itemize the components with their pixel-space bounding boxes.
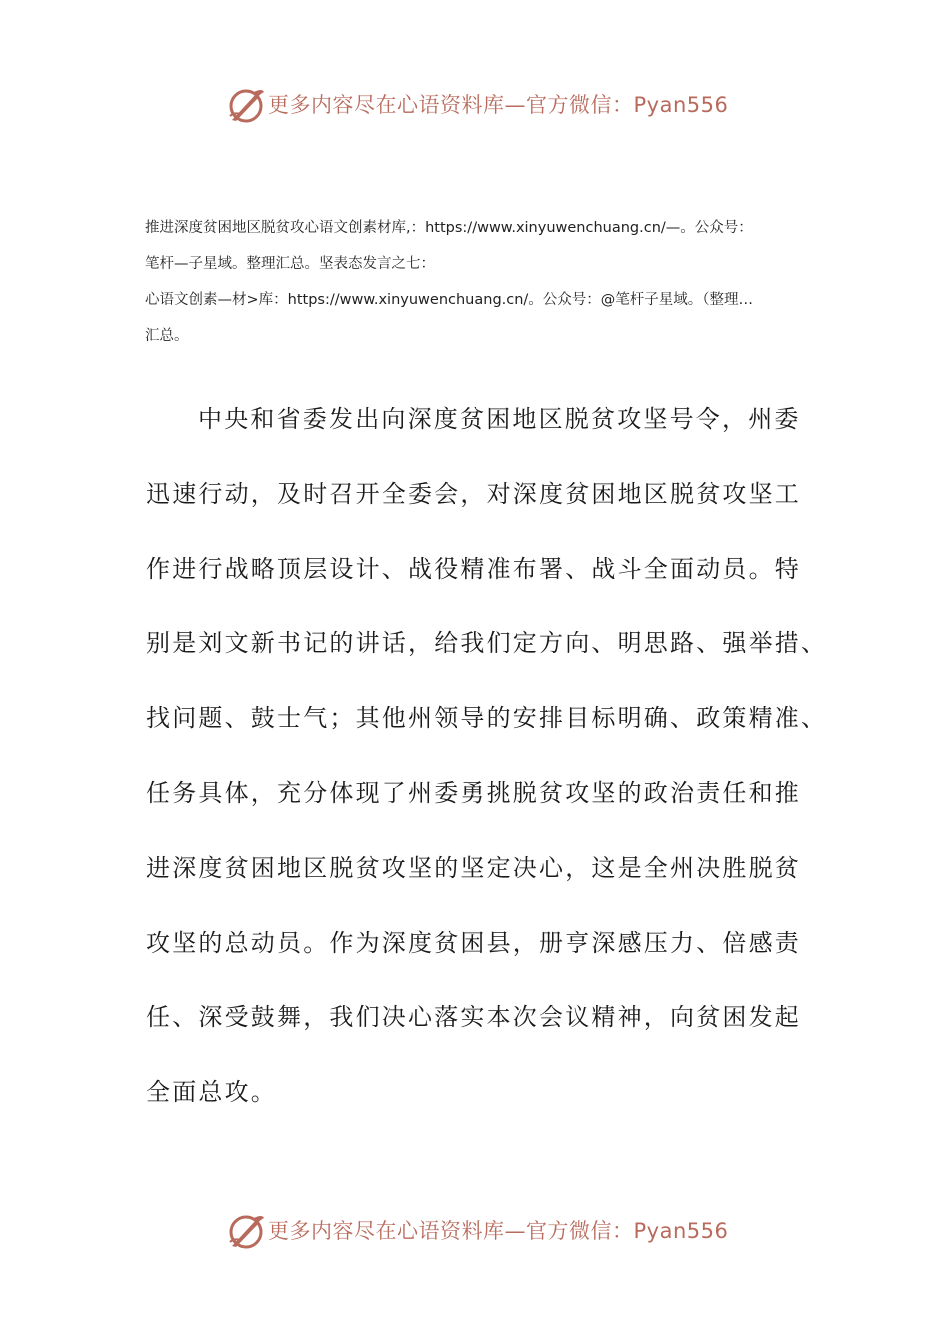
banner-slogan: 更多内容尽在心语资料库—官方微信： — [268, 1219, 634, 1243]
body-paragraph — [146, 396, 828, 1144]
body-line: 别是刘文新书记的讲话，给我们定方向、明思路、强举措、 — [146, 629, 828, 658]
banner-slogan: 更多内容尽在心语资料库—官方微信： — [268, 93, 634, 117]
body-line: 找问题、鼓士气；其他州领导的安排目标明确、政策精准、 — [146, 704, 828, 733]
footer-banner — [0, 1210, 950, 1254]
wechat-id: Pyan556 — [633, 1219, 729, 1243]
banner-text — [268, 1216, 728, 1246]
preface-line: 汇总。 — [145, 328, 189, 344]
wechat-id: Pyan556 — [633, 93, 729, 117]
banner-text — [268, 90, 728, 120]
body-line: 任、深受鼓舞，我们决心落实本次会议精神，向贫困发起 — [146, 1003, 801, 1032]
header-banner — [0, 84, 950, 128]
quill-pen-logo-icon — [226, 1212, 266, 1252]
body-line: 作进行战略顶层设计、战役精准布署、战斗全面动员。特 — [146, 554, 801, 583]
preface-line: 推进深度贫困地区脱贫攻心语文创素材库,：https://www.xinyuwenchuang.cn/—。公众号： — [145, 220, 753, 236]
quill-pen-logo-icon — [226, 86, 266, 126]
preface-line: 心语文创素—材>库：https://www.xinyuwenchuang.cn/。公众号：@笔杆子星域。（整理… — [145, 292, 754, 308]
body-line: 任务具体，充分体现了州委勇挑脱贫攻坚的政治责任和推 — [146, 778, 801, 807]
body-line: 中央和省委发出向深度贫困地区脱贫攻坚号令，州委 — [198, 405, 801, 433]
preface-block — [145, 214, 810, 358]
preface-line: 笔杆—子星域。整理汇总。坚表态发言之七： — [145, 256, 435, 272]
body-line: 全面总攻。 — [146, 1078, 277, 1107]
body-line: 进深度贫困地区脱贫攻坚的坚定决心，这是全州决胜脱贫 — [146, 853, 801, 882]
body-line: 攻坚的总动员。作为深度贫困县，册亨深感压力、倍感责 — [146, 928, 801, 957]
body-line: 迅速行动，及时召开全委会，对深度贫困地区脱贫攻坚工 — [146, 479, 801, 508]
